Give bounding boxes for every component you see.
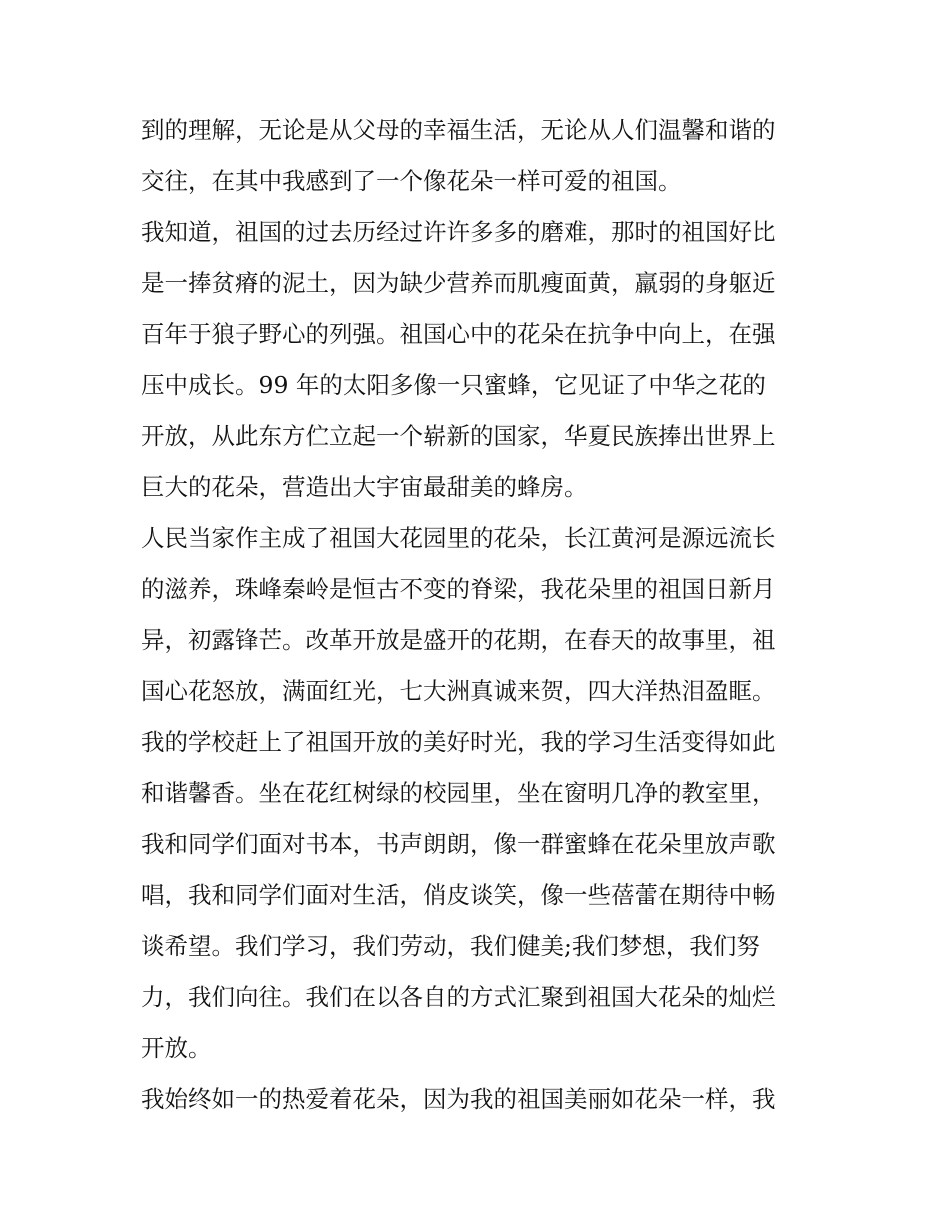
text-line: 我的学校赶上了祖国开放的美好时光，我的学习生活变得如此 [141,728,776,756]
text-line: 到的理解，无论是从父母的幸福生活，无论从人们温馨和谐的 [141,116,776,144]
text-line: 唱，我和同学们面对生活，俏皮谈笑，像一些蓓蕾在期待中畅 [141,881,776,909]
text-line: 压中成长。99 年的太阳多像一只蜜蜂，它见证了中华之花的 [141,371,766,399]
text-line: 我知道，祖国的过去历经过许许多多的磨难，那时的祖国好比 [141,218,776,246]
text-line: 人民当家作主成了祖国大花园里的花朵，长江黄河是源远流长 [141,524,776,552]
text-line: 谈希望。我们学习，我们劳动，我们健美;我们梦想，我们努 [141,932,760,960]
text-line: 是一捧贫瘠的泥土，因为缺少营养而肌瘦面黄，羸弱的身躯近 [141,269,776,297]
document-body [141,105,821,1125]
text-line: 我和同学们面对书本，书声朗朗，像一群蜜蜂在花朵里放声歌 [141,830,776,858]
text-line: 的滋养，珠峰秦岭是恒古不变的脊梁，我花朵里的祖国日新月 [141,575,776,603]
text-line: 力，我们向往。我们在以各自的方式汇聚到祖国大花朵的灿烂 [141,983,776,1011]
text-line: 和谐馨香。坐在花红树绿的校园里，坐在窗明几净的教室里， [141,779,776,807]
text-line: 国心花怒放，满面红光，七大洲真诚来贺，四大洋热泪盈眶。 [141,677,776,705]
text-line: 我始终如一的热爱着花朵，因为我的祖国美丽如花朵一样，我 [141,1085,776,1113]
text-line: 开放。 [141,1034,212,1062]
text-line: 交往，在其中我感到了一个像花朵一样可爱的祖国。 [141,167,682,195]
text-line: 巨大的花朵，营造出大宇宙最甜美的蜂房。 [141,473,588,501]
text-line: 百年于狼子野心的列强。祖国心中的花朵在抗争中向上，在强 [141,320,776,348]
text-line: 开放，从此东方伫立起一个崭新的国家，华夏民族捧出世界上 [141,422,776,450]
text-line: 异，初露锋芒。改革开放是盛开的花期，在春天的故事里，祖 [141,626,776,654]
